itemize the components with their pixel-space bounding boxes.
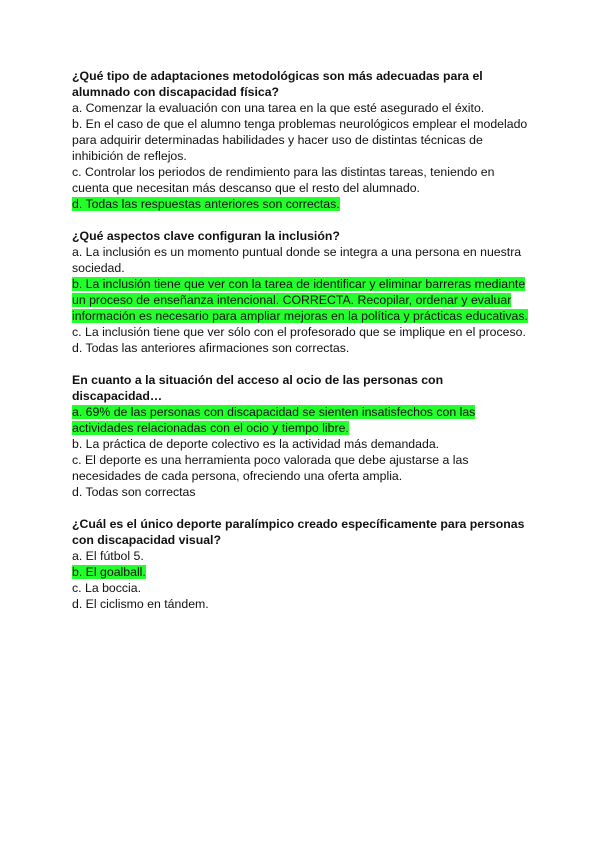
highlighted-answer-text: b. El goalball. (72, 565, 146, 579)
answer-option-text: d. Todas son correctas (72, 485, 196, 499)
answer-option (72, 484, 530, 500)
question-title: ¿Qué tipo de adaptaciones metodológicas son más adecuadas para el alumnado con discapacidad física? (72, 69, 483, 99)
answer-option-text: d. El ciclismo en tándem. (72, 597, 209, 611)
answer-option-correct (72, 404, 530, 436)
highlighted-answer-text: b. La inclusión tiene que ver con la tarea de identificar y eliminar barreras mediante un proceso de enseñanza intencional. CORRECTA. Recopilar, ordenar y evaluar información es necesario para ampliar mejoras en la política y prácticas educativas. (72, 277, 528, 323)
answer-option-text: a. El fútbol 5. (72, 549, 144, 563)
answer-option-text: b. La práctica de deporte colectivo es la actividad más demandada. (72, 437, 440, 451)
question-block (72, 68, 530, 212)
question-title: En cuanto a la situación del acceso al ocio de las personas con discapacidad… (72, 373, 444, 403)
answer-option (72, 596, 530, 612)
answer-option-text: c. La inclusión tiene que ver sólo con el profesorado que se implique en el proceso. (72, 325, 526, 339)
question-title: ¿Cuál es el único deporte paralímpico creado específicamente para personas con discapacidad visual? (72, 517, 525, 547)
answer-option-correct (72, 196, 530, 212)
answer-option-text: c. Controlar los periodos de rendimiento para las distintas tareas, teniendo en cuenta que necesitan más descanso que el resto del alumnado. (72, 165, 495, 195)
answer-option-text: c. La boccia. (72, 581, 142, 595)
answer-option-text: d. Todas las anteriores afirmaciones son correctas. (72, 341, 350, 355)
highlighted-answer-text: d. Todas las respuestas anteriores son correctas. (72, 197, 340, 211)
answer-option-text: a. Comenzar la evaluación con una tarea en la que esté asegurado el éxito. (72, 101, 485, 115)
question-block (72, 372, 530, 500)
answer-option (72, 164, 530, 196)
answer-option (72, 548, 530, 564)
answer-option (72, 116, 530, 164)
answer-option (72, 436, 530, 452)
answer-option-correct (72, 276, 530, 324)
answer-option-text: c. El deporte es una herramienta poco valorada que debe ajustarse a las necesidades de cada persona, ofreciendo una oferta amplia. (72, 453, 469, 483)
quiz-content (72, 68, 530, 628)
answer-option (72, 580, 530, 596)
answer-option-text: b. En el caso de que el alumno tenga problemas neurológicos emplear el modelado para adquirir determinadas habilidades y hacer uso de distintas técnicas de inhibición de reflejos. (72, 117, 528, 163)
answer-option (72, 340, 530, 356)
highlighted-answer-text: a. 69% de las personas con discapacidad se sienten insatisfechos con las actividades relacionadas con el ocio y tiempo libre. (72, 405, 476, 435)
answer-option-correct (72, 564, 530, 580)
question-title: ¿Qué aspectos clave configuran la inclusión? (72, 229, 340, 243)
answer-option (72, 324, 530, 340)
answer-option (72, 452, 530, 484)
answer-option (72, 244, 530, 276)
answer-option-text: a. La inclusión es un momento puntual donde se integra a una persona en nuestra sociedad. (72, 245, 522, 275)
question-block (72, 228, 530, 356)
question-block (72, 516, 530, 612)
answer-option (72, 100, 530, 116)
